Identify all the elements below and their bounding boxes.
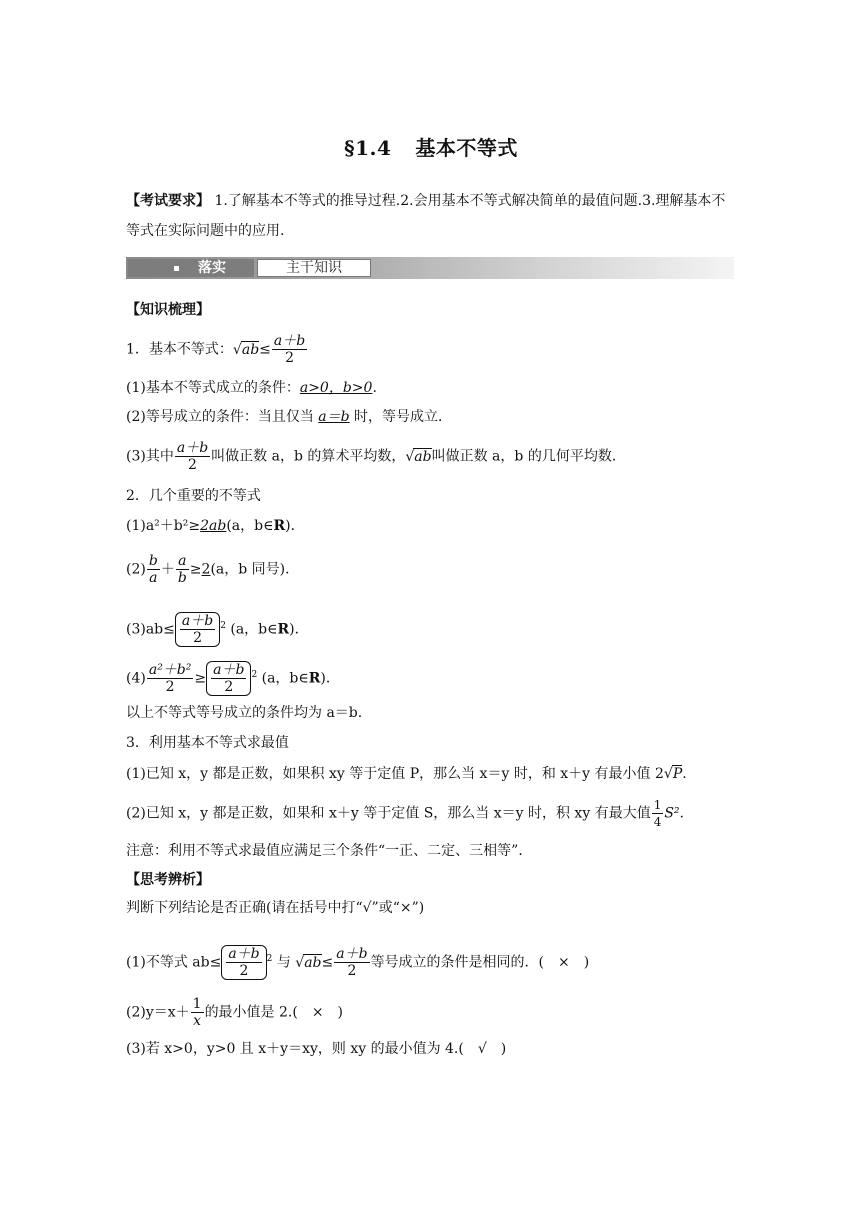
- item1-fraction: [272, 333, 307, 366]
- max1-b: .: [682, 766, 687, 782]
- banner-left: [128, 259, 254, 277]
- max2-a: (2)已知 x，y 都是正数，如果和 x＋y 等于定值 S，那么当 x＝y 时，积 xy 有最大值: [126, 805, 651, 822]
- question-2: [126, 996, 343, 1029]
- square-exponent: 2: [266, 953, 273, 964]
- ineq4-fraction-2: [211, 662, 246, 695]
- item2-title: 2．几个重要的不等式: [126, 488, 261, 504]
- question-3: (3)若 x>0，y>0 且 x＋y＝xy，则 xy 的最小值为 4.( √ ): [126, 1041, 507, 1057]
- ineq4-fraction: [147, 662, 194, 695]
- ineq4-symbol: ≥: [194, 670, 207, 687]
- item1-3-b: 叫做正数 a，b 的算术平均数，: [211, 448, 406, 465]
- q1-b: 与: [272, 954, 296, 971]
- frac-numerator: a²＋b²: [148, 662, 192, 678]
- frac-denominator: 4: [653, 815, 662, 829]
- frac-numerator: a＋b: [213, 662, 245, 678]
- item1-3: [126, 440, 626, 473]
- q1-bracket: [221, 945, 266, 980]
- q2-a: (2)y＝x＋: [126, 1004, 190, 1021]
- item1-basic-inequality: [126, 333, 308, 366]
- ineq3-b: (a，b∈: [230, 621, 278, 638]
- attention-note: 注意：利用不等式求最值应满足三个条件“一正、二定、三相等”．: [126, 843, 533, 859]
- ineq4-r: R: [308, 670, 321, 687]
- judge-intro: 判断下列结论是否正确(请在括号中打“√”或“×”): [126, 900, 425, 916]
- ineq2-a: (2): [126, 561, 146, 578]
- frac-numerator: a＋b: [336, 946, 368, 962]
- frac-denominator: 2: [239, 963, 249, 979]
- ineq1-b: (a，b∈: [226, 518, 274, 534]
- radical-icon: √: [405, 448, 415, 465]
- item1-2-end: 时，等号成立．: [349, 409, 453, 425]
- q2-b: 的最小值是 2.( × ): [204, 1004, 344, 1021]
- q1-fraction: [226, 946, 261, 979]
- radical-icon: √: [232, 341, 242, 358]
- item1-sqrt: ab: [241, 341, 260, 358]
- ineq1-c: )．: [285, 518, 305, 534]
- think-heading: 【思考辨析】: [126, 872, 210, 888]
- section-banner: [126, 257, 734, 279]
- q1-fraction-2: [334, 946, 369, 979]
- ineq2-fraction-1: [147, 553, 160, 586]
- frac-numerator: a＋b: [176, 440, 209, 456]
- banner-right-label: 主干知识: [257, 259, 371, 277]
- q1-symbol: ≤: [321, 954, 334, 971]
- frac-numerator: a＋b: [228, 946, 260, 962]
- inequality-1: [126, 516, 305, 536]
- max-value-1: [126, 764, 687, 784]
- item1-3-a: (3)其中: [126, 448, 174, 465]
- equality-note: 以上不等式等号成立的条件均为 a＝b.: [126, 705, 363, 721]
- max1-sqrt: P: [672, 766, 683, 782]
- frac-denominator: 2: [285, 350, 294, 366]
- ineq1-r: R: [273, 518, 286, 534]
- ineq2-b: ≥: [189, 561, 202, 578]
- question-1: [126, 945, 589, 980]
- item1-1: [126, 378, 377, 398]
- ineq1-a: (1)a²＋b²≥: [126, 518, 201, 534]
- ineq3-bracket: [175, 612, 220, 647]
- frac-denominator: b: [177, 570, 187, 586]
- exam-requirement: [126, 186, 736, 246]
- requirement-label: 【考试要求】: [126, 193, 210, 209]
- frac-denominator: 2: [193, 630, 202, 646]
- knowledge-heading: 【知识梳理】: [126, 302, 210, 318]
- inequality-2: [126, 553, 299, 586]
- square-bullet-icon: [174, 266, 179, 271]
- frac-numerator: 1: [653, 798, 662, 812]
- ineq3-c: )．: [289, 621, 309, 638]
- ineq4-a: (4): [126, 670, 146, 687]
- ineq3-a: (3)ab≤: [126, 621, 175, 638]
- ineq2-answer: 2: [201, 561, 211, 578]
- ineq4-b: (a，b∈: [261, 670, 309, 687]
- section-name: 基本不等式: [415, 136, 518, 160]
- frac-denominator: x: [193, 1013, 202, 1029]
- square-exponent: 2: [220, 620, 226, 631]
- frac-numerator: a＋b: [273, 333, 306, 349]
- square-exponent: 2: [251, 669, 258, 680]
- item1-3-c: 叫做正数 a，b 的几何平均数．: [431, 448, 626, 465]
- frac-numerator: a＋b: [181, 613, 214, 629]
- section-number: §1.4: [344, 136, 392, 160]
- ineq3-r: R: [277, 621, 290, 638]
- frac-denominator: 2: [224, 679, 234, 695]
- max1-a: (1)已知 x，y 都是正数，如果积 xy 等于定值 P，那么当 x＝y 时，和 x＋y 有最小值 2: [126, 766, 664, 782]
- max2-b: S².: [664, 805, 684, 822]
- q1-a: (1)不等式 ab≤: [126, 954, 222, 971]
- item1-symbol: ≤: [259, 341, 271, 358]
- max-value-2: [126, 797, 684, 830]
- frac-numerator: b: [148, 553, 158, 569]
- ineq4-bracket: [206, 661, 251, 696]
- banner-left-label: 落实: [198, 260, 226, 276]
- item1-1-end: .: [372, 380, 377, 396]
- radical-icon: √: [663, 766, 673, 782]
- radical-icon: √: [295, 954, 305, 971]
- frac-denominator: a: [149, 570, 158, 586]
- item1-2-text: (2)等号成立的条件：当且仅当: [126, 409, 319, 425]
- frac-numerator: 1: [192, 996, 202, 1012]
- ineq2-c: (a，b 同号)．: [210, 561, 300, 578]
- frac-denominator: 2: [188, 457, 197, 473]
- ineq2-fraction-2: [176, 553, 189, 586]
- ineq3-fraction: [180, 613, 215, 646]
- frac-denominator: 2: [347, 963, 357, 979]
- inequality-3: [126, 612, 309, 647]
- item1-2: [126, 407, 452, 427]
- item1-1-text: (1)基本不等式成立的条件：: [126, 380, 300, 396]
- item1-2-condition: a＝b: [318, 409, 350, 425]
- q2-fraction: [191, 996, 204, 1029]
- ineq1-answer: 2ab: [200, 518, 227, 534]
- item1-3-fraction: [175, 440, 210, 473]
- frac-numerator: a: [176, 553, 189, 570]
- max2-fraction: [652, 797, 664, 830]
- requirement-text: 1.了解基本不等式的推导过程.2.会用基本不等式解决简单的最值问题.3.理解基本不等式在实际问题中的应用.: [126, 193, 726, 239]
- item1-3-sqrt: ab: [414, 448, 432, 465]
- ineq4-c: )．: [320, 670, 340, 687]
- item1-1-condition: a>0，b>0: [299, 380, 373, 396]
- page-title: [126, 132, 736, 161]
- item1-prefix: 1．基本不等式：: [126, 341, 233, 358]
- q1-c: 等号成立的条件是相同的．( × ): [370, 954, 590, 971]
- ineq2-plus: ＋: [160, 561, 175, 578]
- q1-sqrt: ab: [304, 954, 322, 971]
- frac-denominator: 2: [165, 679, 175, 695]
- inequality-4: [126, 661, 340, 696]
- item3-title: 3．利用基本不等式求最值: [126, 735, 289, 751]
